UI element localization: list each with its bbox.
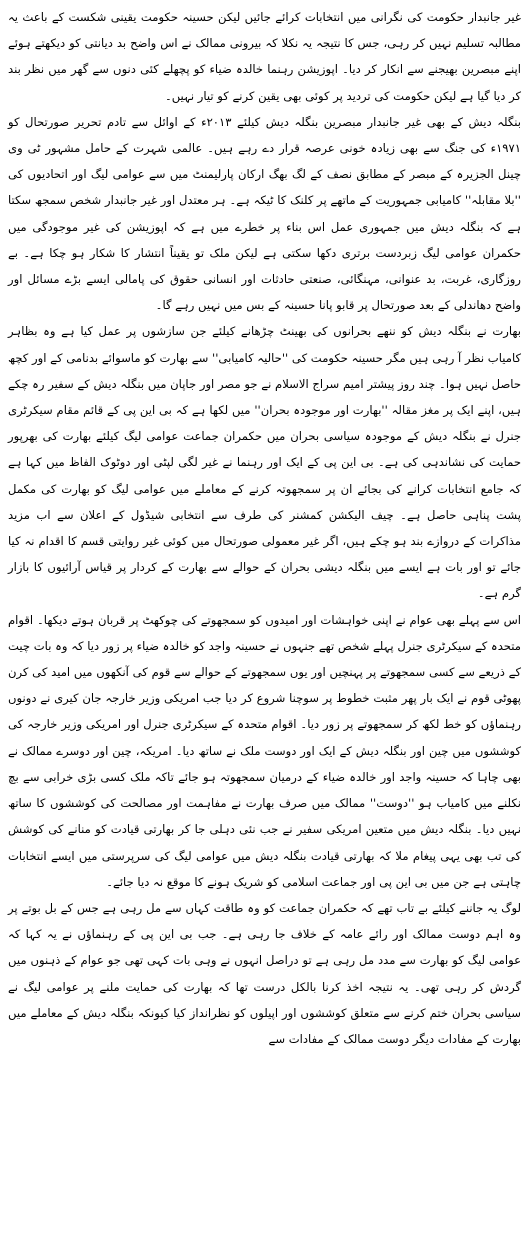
paragraph-4: اس سے پہلے بھی عوام نے اپنی خواہشات اور امیدوں کو سمجھوتے کی چوکھٹ پر قربان ہوتے دیکھا۔ اقوام متحدہ کے سیکرٹری جنرل پہلے شخص تھے جنہوں نے حسینہ واجد کو خالدہ ضیاء پر زور دیا کہ وہ بات چیت کے ذریعے سے کسی سمجھوتے پر پہنچیں اور یوں سمجھوتے کے حوالے سے قوم کی آنکھوں میں امید کی کرن پھوٹی قوم نے ایک بار پھر مثبت خطوط پر سوچنا شروع کر دیا جب امریکی وزیر خارجہ جان کیری نے دونوں رہنماؤں کو خط لکھ کر سمجھوتے پر زور دیا۔ اقوام متحدہ کے سیکرٹری جنرل اور امریکی وزیر خارجہ کی کوششوں میں چین اور بنگلہ دیش کے ایک اور دوست ملک نے ساتھ دیا۔ امریکہ، چین اور دوسرے ممالک نے بھی چاہا کہ حسینہ واجد اور خالدہ ضیاء کے درمیان سمجھوتہ ہو جائے تاکہ ملک کسی بڑی خرابی سے بچ نکلنے میں کامیاب ہو ''دوست'' ممالک میں صرف بھارت نے مفاہمت اور مصالحت کی کوششوں کا ساتھ نہیں دیا۔ بنگلہ دیش میں متعین امریکی سفیر نے جب نئی دہلی جا کر بھارتی قیادت کو منانے کی کوشش کی تب بھی یہی پیغام ملا کہ بھارتی قیادت بنگلہ دیش میں عوامی لیگ کی سرپرستی میں ایسے انتخابات چاہتی ہے جن میں بی این پی اور جماعت اسلامی کو شریک ہونے کا موقع نہ دیا جائے۔ [8,612,521,889]
paragraph-5: لوگ یہ جاننے کیلئے بے تاب تھے کہ حکمران جماعت کو وہ طاقت کہاں سے مل رہی ہے جس کے بل بوتے پر وہ اہم دوست ممالک اور رائے عامہ کے خلاف جا رہی ہے۔ جب بی این پی کے رہنماؤں نے یہ کہا کہ عوامی لیگ کو بھارت سے مدد مل رہی ہے تو دراصل انہوں نے وہی بات کہی تھی جو عوام کے ذہنوں میں گردش کر رہی تھی۔ یہ نتیجہ اخذ کرنا بالکل درست تھا کہ بھارت کی حمایت ملنے پر عوامی لیگ نے سیاسی بحران ختم کرنے سے متعلق کوششوں اور اپیلوں کو نظرانداز کیا کیونکہ بنگلہ دیش کے معاملے میں بھارت کے مفادات دیگر دوست ممالک کے مفادات سے [8,900,521,1046]
paragraph-3: بھارت نے بنگلہ دیش کو ننھے بحرانوں کی بھینٹ چڑھانے کیلئے جن سازشوں پر عمل کیا ہے وہ بظاہر کامیاب نظر آ رہی ہیں مگر حسینہ حکومت کی ''حالیہ کامیابی'' سے بھارت کو ماسوائے بدنامی کے اور کچھ حاصل نہیں ہوا۔ چند روز پیشتر امیم سراج الاسلام نے جو مصر اور جاپان میں بنگلہ دیش کے سفیر رہ چکے ہیں، اپنے ایک پر مغز مقالہ ''بھارت اور موجودہ بحران'' میں لکھا ہے کہ بی این پی کے قائم مقام سیکرٹری جنرل نے بنگلہ دیش کے موجودہ سیاسی بحران میں حکمران جماعت عوامی لیگ کیلئے بھارت کی بھرپور حمایت کی نشاندہی کی ہے۔ بی این پی کے ایک اور رہنما نے غیر لگی لپٹی اور دوٹوک الفاظ میں کہا ہے کہ جامع انتخابات کرانے کی بجائے ان پر سمجھوتہ کرنے کے معاملے میں عوامی لیگ کو بھارت کی مکمل پشت پناہی حاصل ہے۔ چیف الیکشن کمشنر کی طرف سے انتخابی شیڈول کے اعلان سے اب مزید مذاکرات کے دروازے بند ہو چکے ہیں، اگر غیر معمولی صورتحال میں کوئی غیر روایتی قسم کا اقدام نہ کیا جائے تو اور بات ہے ایسے میں بنگلہ دیشی بحران کے حوالے سے بھارت کے کردار پر قیاس آرائیوں کا بازار گرم ہے۔ [8,324,521,601]
paragraph-1: غیر جانبدار حکومت کی نگرانی میں انتخابات کرائے جائیں لیکن حسینہ حکومت یقینی شکست کے باعث یہ مطالبہ تسلیم نہیں کر رہی، جس کا نتیجہ یہ نکلا کہ بیرونی ممالک نے اس واضح بد دیانتی کو دیکھتے ہوئے اپنے مبصرین بھیجنے سے انکار کر دیا۔ اپوزیشن رہنما خالدہ ضیاء کو پچھلے کئی دنوں سے گھر میں نظر بند کر دیا گیا ہے لیکن حکومت کی تردید پر کوئی بھی یقین کرنے کو تیار نہیں۔ [8,10,521,103]
paragraph-2: بنگلہ دیش کے بھی غیر جانبدار مبصرین بنگلہ دیش کیلئے ۲۰۱۳ء کے اوائل سے تادم تحریر صورتحال کو ۱۹۷۱ء کی جنگ سے بھی زیادہ خونی عرصہ قرار دے رہے ہیں۔ عالمی شہرت کے حامل مشہور ٹی وی چینل الجزیرہ کے مبصر کے مطابق نصف کے لگ بھگ ارکان پارلیمنٹ میں سے عوامی لیگ اور اتحادیوں کی ''بلا مقابلہ'' کامیابی جمہوریت کے ماتھے پر کلنک کا ٹیکہ ہے۔ ہر معتدل اور غیر جانبدار شخص سمجھ سکتا ہے کہ بنگلہ دیش میں جمہوری عمل اس بناء پر خطرے میں ہے کہ اپوزیشن کی غیر موجودگی میں حکمران عوامی لیگ زبردست برتری دکھا سکتی ہے لیکن ملک تو یقیناً انتشار کا شکار ہو چکا ہے۔ بے روزگاری، غربت، بد عنوانی، مہنگائی، صنعتی حادثات اور انسانی حقوق کی پامالی ایسے بڑے مسائل اور واضح دھاندلی کے بعد صورتحال پر قابو پانا حسینہ کے بس میں نہیں رہے گا۔ [8,114,521,313]
